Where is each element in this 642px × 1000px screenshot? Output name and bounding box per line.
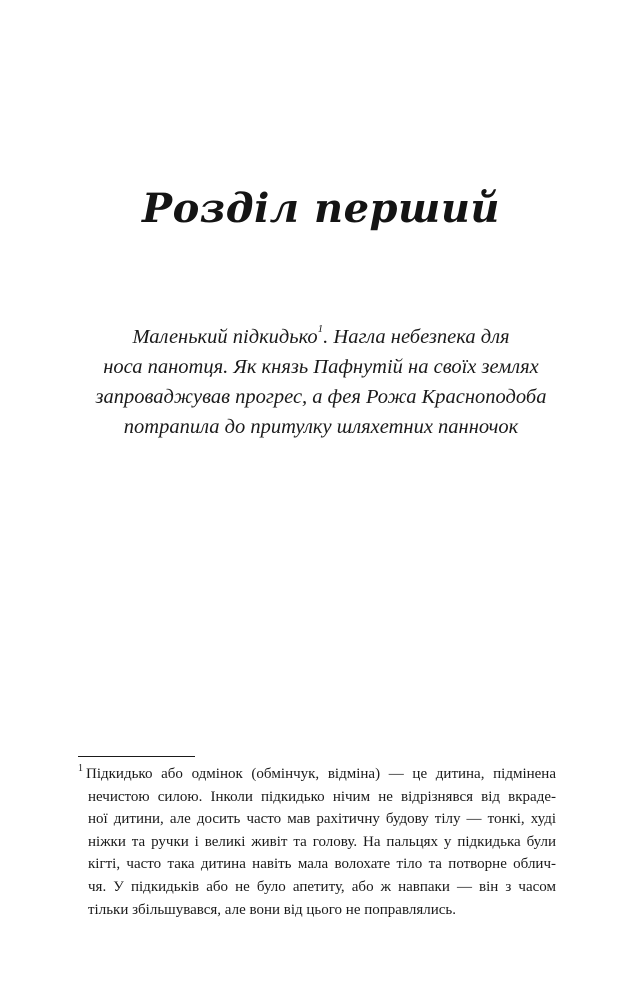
footnote-line: чя. У підкидьків або не було апетиту, або ж навпаки — він з часом — [88, 878, 556, 895]
epigraph-text: Маленький підкидько — [132, 326, 318, 348]
epigraph-line: запроваджував прогрес, а фея Рожа Красноподоба — [95, 386, 547, 408]
footnote — [78, 763, 556, 921]
epigraph-text: . Нагла небезпека для — [323, 326, 510, 348]
footnote-line: ної дитини, але досить часто мав рахітичну будову тілу — тонкі, худі — [88, 811, 556, 828]
footnote-line: кігті, часто така дитина навіть мала волохате тіло та потворне облич- — [88, 856, 556, 873]
epigraph-line — [60, 322, 582, 352]
footnote-line — [78, 763, 556, 786]
footnote-text: Підкидько або одмінок (обмінчук, відміна) — це дитина, підмінена — [86, 766, 556, 782]
epigraph-line: носа панотця. Як князь Пафнутій на своїх землях — [103, 356, 539, 378]
footnote-marker: 1 — [78, 763, 83, 774]
footnote-line: тільки збільшувався, але вони від цього не поправлялись. — [88, 901, 456, 918]
footnote-line: ніжки та ручки і великі живіт та голову. На пальцях у підкидька були — [88, 833, 556, 850]
chapter-epigraph — [60, 322, 582, 442]
footnote-reference[interactable]: 1 — [317, 323, 324, 335]
footnote-line: нечистою силою. Інколи підкидько нічим не відрізнявся від вкраде- — [88, 788, 556, 805]
epigraph-line: потрапила до притулку шляхетних панночок — [123, 416, 519, 438]
footnote-separator — [78, 756, 195, 757]
chapter-title: Розділ перший — [142, 185, 500, 232]
